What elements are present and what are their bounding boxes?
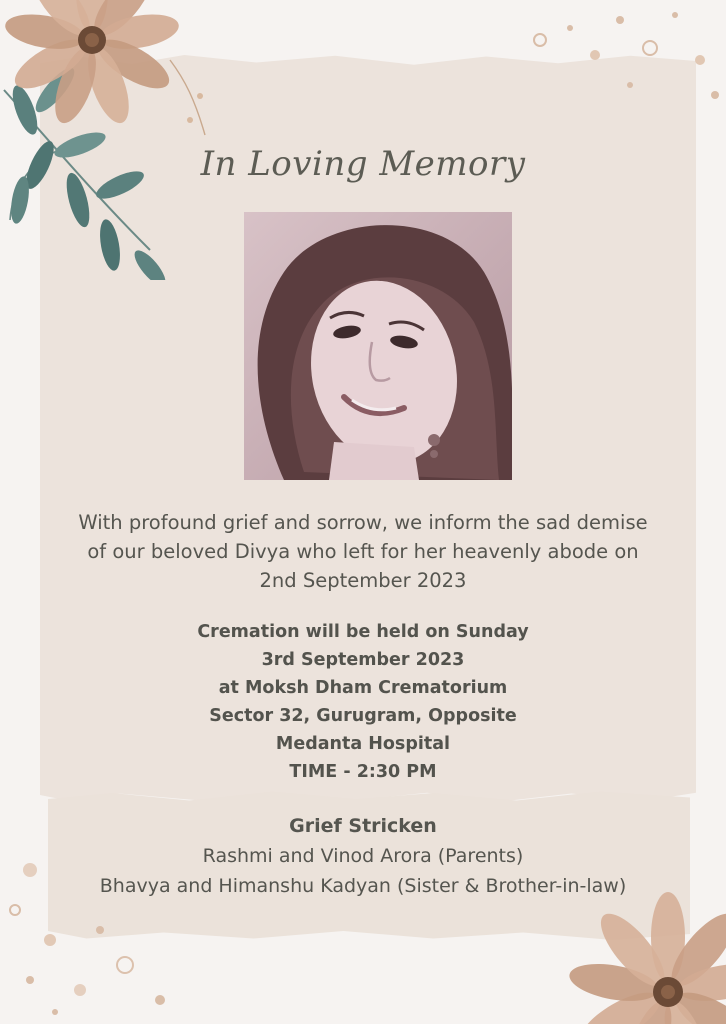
- announcement-line: 2nd September 2023: [259, 569, 467, 592]
- announcement-line: of our beloved Divya who left for her heavenly abode on: [87, 540, 639, 563]
- announcement-line: With profound grief and sorrow, we inform the sad demise: [78, 511, 648, 534]
- details-line: Medanta Hospital: [275, 734, 451, 754]
- details-line: 3rd September 2023: [261, 650, 465, 670]
- details-line: TIME - 2:30 PM: [289, 762, 437, 782]
- family-line: Bhavya and Himanshu Kadyan (Sister & Brother-in-law): [99, 875, 627, 897]
- details-line: Cremation will be held on Sunday: [197, 622, 529, 642]
- grief-stricken-section: [40, 811, 686, 901]
- family-line: Rashmi and Vinod Arora (Parents): [202, 845, 524, 867]
- announcement-text: [40, 508, 686, 595]
- details-line: Sector 32, Gurugram, Opposite: [209, 706, 517, 726]
- cremation-details: [40, 618, 686, 786]
- details-line: at Moksh Dham Crematorium: [218, 678, 508, 698]
- portrait-photo: [244, 212, 512, 480]
- grief-heading: Grief Stricken: [289, 815, 437, 837]
- flower-icon: [556, 880, 726, 1024]
- flower-icon: [0, 0, 215, 140]
- page-title: In Loving Memory: [200, 144, 526, 184]
- dot-pattern-icon: [500, 0, 726, 110]
